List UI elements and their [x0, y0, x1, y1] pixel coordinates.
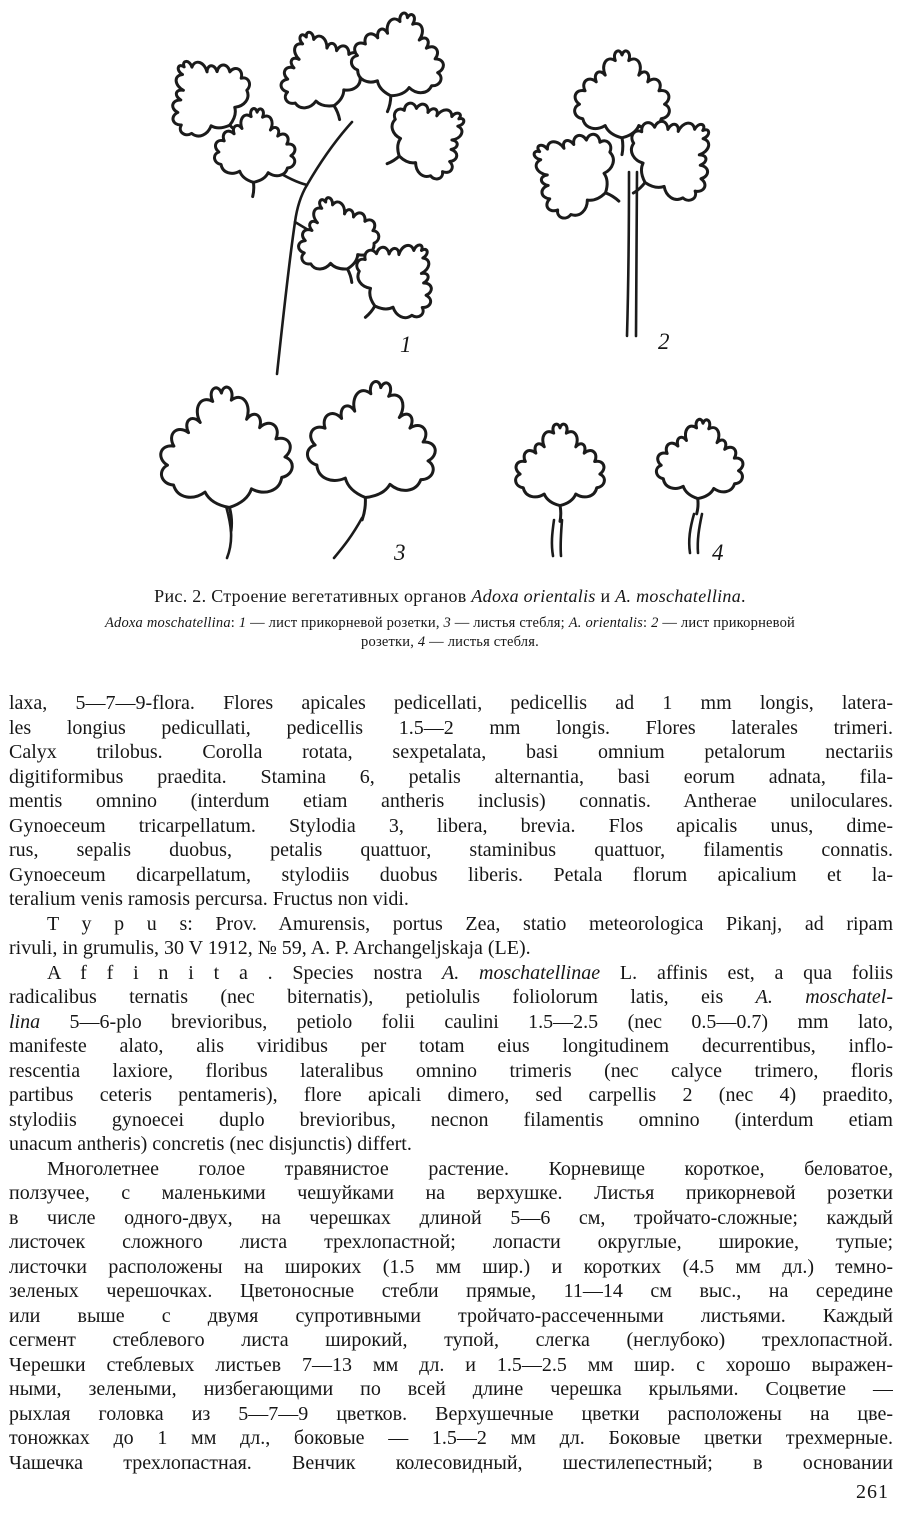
- text-line: mentis omnino (interdum etiam antheris inclusis) connatis. Antherae uniloculares.: [9, 790, 893, 812]
- figure-illustration: [0, 0, 900, 582]
- text-line: в числе одного-двух, на черешках длиной 5—6 см, тройчато-сложные; каждый: [9, 1206, 893, 1229]
- text-line: рыхлая головка из 5—7—9 цветков. Верхушечные цветки расположены на цве-: [9, 1402, 893, 1425]
- text-line: laxa, 5—7—9-flora. Flores apicales pedicellati, pedicellis ad 1 mm longis, latera-: [9, 692, 893, 714]
- text-line: листочек сложного листа трехлопастной; лопасти округлые, широкие, тупые;: [9, 1231, 893, 1253]
- leaf-drawing-basal-orientalis: [513, 51, 735, 354]
- text-line: листочки расположены на широких (1.5 мм шир.) и коротких (4.5 мм дл.) темно-: [9, 1255, 893, 1278]
- text-line: rescentia laxiore, floribus lateralibus omnino trimeris (nec calyce trimero, floris: [9, 1059, 893, 1082]
- text-line: Чашечка трехлопастная. Венчик колесовидный, шестилепестный; в основании: [9, 1451, 893, 1474]
- figure-caption: [20, 586, 880, 652]
- text-line: lina 5—6-plo brevioribus, petiolo folii caulini 1.5—2.5 (nec 0.5—0.7) mm lato,: [9, 1010, 893, 1033]
- text-line: rus, sepalis duobus, petalis quattuor, staminibus quattuor, filamentis connatis.: [9, 839, 893, 861]
- leaf-drawing-basal-moschatellina: [149, 4, 483, 374]
- figure-caption-details: [20, 614, 880, 652]
- leaf-drawing-stem-moschatellina: [156, 373, 445, 565]
- page-number: 261: [856, 1481, 889, 1503]
- paragraph: [9, 1157, 893, 1476]
- figure-label-4: 4: [712, 540, 724, 565]
- text-line: radicalibus ternatis (nec biternatis), petiolulis foliolorum latis, eis A. moschatel-: [9, 986, 893, 1008]
- text-line: зеленых черешочках. Цветоносные стебли прямые, 11—14 см выс., на середине: [9, 1280, 893, 1302]
- caption-line: Adoxa moschatellina: 1 — лист прикорневой розетки, 3 — листья стебля; A. orientalis: 2 — лист прикорневой: [104, 615, 796, 631]
- paragraph: [9, 912, 893, 961]
- text-line: partibus ceteris pentameris), flore apicali dimero, sed carpellis 2 (nec 4) praedito,: [9, 1084, 893, 1106]
- figure-label-1: 1: [400, 332, 412, 357]
- text-line: les longius pedicullati, pedicellis 1.5—2 mm longis. Flores laterales trimeri.: [9, 716, 893, 739]
- text-line: или выше с двумя супротивными тройчато-рассеченными листьями. Каждый: [9, 1304, 893, 1327]
- text-line: сегмент стеблевого листа широкий, тупой, слегка (неглубоко) трехлопастной.: [9, 1329, 893, 1351]
- text-line: manifeste alato, alis viridibus per totam eius longitudinem decurrentibus, inflo-: [9, 1035, 893, 1057]
- text-line: тоножках до 1 мм дл., боковые — 1.5—2 мм дл. Боковые цветки трехмерные.: [9, 1427, 893, 1449]
- text-line: stylodiis gynoecei duplo brevioribus, necnon filamentis omnino (interdum etiam: [9, 1108, 893, 1131]
- text-line: ползучее, с маленькими чешуйками на верхушке. Листья прикорневой розетки: [9, 1182, 893, 1204]
- text-line: A f f i n i t a . Species nostra A. moschatellinae L. affinis est, a qua foliis: [47, 961, 893, 984]
- text-line: rivuli, in grumulis, 30 V 1912, № 59, A. P. Archangeljskaja (LE).: [9, 937, 531, 959]
- text-line: Calyx trilobus. Corolla rotata, sexpetalata, basi omnium petalorum nectariis: [9, 741, 893, 763]
- text-line: Gynoeceum dicarpellatum, stylodiis duobus liberis. Petala florum apicalium et la-: [9, 863, 893, 886]
- text-line: Многолетнее голое травянистое растение. Корневище короткое, беловатое,: [47, 1157, 893, 1180]
- text-line: Gynoeceum tricarpellatum. Stylodia 3, libera, brevia. Flos apicalis unus, dime-: [9, 814, 893, 837]
- leaf-drawing-stem-orientalis: [516, 417, 747, 565]
- paragraph: [9, 961, 893, 1157]
- text-line: teralium venis ramosis percursa. Fructus non vidi.: [9, 888, 409, 910]
- paragraph: [9, 691, 893, 912]
- caption-line: розетки, 4 — листья стебля.: [361, 634, 539, 650]
- text-line: T y p u s: Prov. Amurensis, portus Zea, statio meteorologica Pikanj, ad ripam: [47, 912, 893, 935]
- body-text: [9, 691, 893, 1475]
- text-line: unacum antheris) concretis (nec disjunctis) differt.: [9, 1133, 412, 1155]
- text-line: Черешки стеблевых листьев 7—13 мм дл. и 1.5—2.5 мм шир. с хорошо выражен-: [9, 1353, 893, 1376]
- text-line: digitiformibus praedita. Stamina 6, petalis alternantia, basi eorum adnata, fila-: [9, 765, 893, 788]
- figure-label-3: 3: [394, 540, 406, 565]
- figure-label-2: 2: [658, 329, 670, 354]
- text-line: ными, зелеными, низбегающими по всей длине черешка крыльями. Соцветие —: [9, 1378, 893, 1400]
- figure-caption-title: Рис. 2. Строение вегетативных органов Adoxa orientalis и A. moschatellina.: [154, 586, 746, 606]
